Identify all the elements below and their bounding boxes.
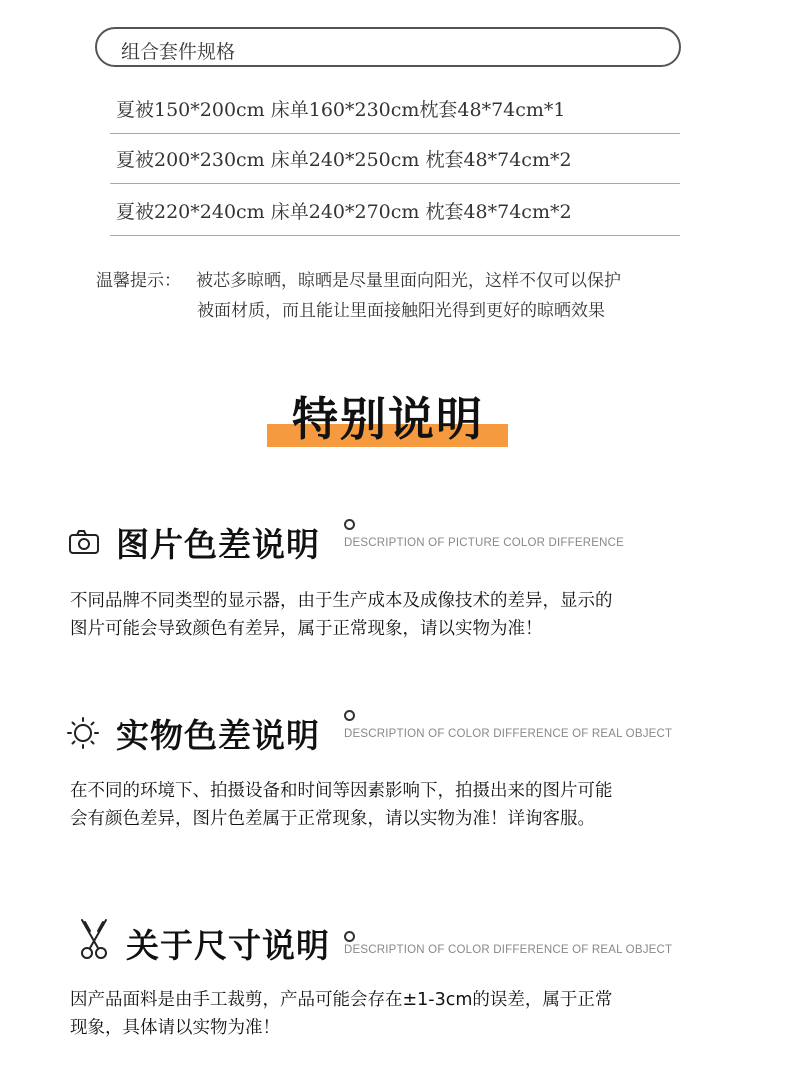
sun-icon: [66, 716, 100, 750]
title-dot: [344, 710, 355, 721]
tip-label: 温馨提示：: [96, 271, 181, 291]
spec-row: 夏被150*200cm 床单160*230cm枕套48*74cm*1: [110, 86, 680, 134]
special-notes-title: 特别说明: [292, 392, 484, 446]
tip-line-1: 被芯多晾晒，晾晒是尽量里面向阳光，这样不仅可以保护: [196, 271, 621, 291]
spec-row: 夏被200*230cm 床单240*250cm 枕套48*74cm*2: [110, 136, 680, 184]
care-tip: [96, 266, 736, 326]
body-line: 会有颜色差异，图片色差属于正常现象，请以实物为准！详询客服。: [70, 809, 595, 829]
section-title: 关于尺寸说明: [126, 926, 330, 965]
scissors-icon: [76, 918, 112, 960]
camera-icon: [68, 527, 102, 561]
body-line: 图片可能会导致颜色有差异，属于正常现象，请以实物为准！: [70, 619, 543, 639]
spec-row: 夏被220*240cm 床单240*270cm 枕套48*74cm*2: [110, 188, 680, 236]
body-line: 现象，具体请以实物为准！: [70, 1018, 280, 1038]
body-line: 因产品面料是由手工裁剪，产品可能会存在±1-3cm的误差，属于正常: [70, 990, 613, 1010]
section-body: [70, 986, 720, 1042]
section-title: 图片色差说明: [116, 525, 320, 564]
section-body: [70, 587, 720, 643]
title-dot: [344, 931, 355, 942]
section-subtitle: DESCRIPTION OF PICTURE COLOR DIFFERENCE: [344, 537, 624, 549]
spec-header: [95, 27, 681, 67]
section-subtitle: DESCRIPTION OF COLOR DIFFERENCE OF REAL OBJECT: [344, 728, 673, 740]
body-line: 在不同的环境下、拍摄设备和时间等因素影响下，拍摄出来的图片可能: [70, 781, 613, 801]
section-body: [70, 777, 720, 833]
body-line: 不同品牌不同类型的显示器，由于生产成本及成像技术的差异，显示的: [70, 591, 613, 611]
spec-header-label: 组合套件规格: [121, 41, 236, 63]
tip-line-2: 被面材质，而且能让里面接触阳光得到更好的晾晒效果: [197, 301, 605, 321]
section-title: 实物色差说明: [116, 716, 320, 755]
title-dot: [344, 519, 355, 530]
section-subtitle: DESCRIPTION OF COLOR DIFFERENCE OF REAL OBJECT: [344, 944, 673, 956]
